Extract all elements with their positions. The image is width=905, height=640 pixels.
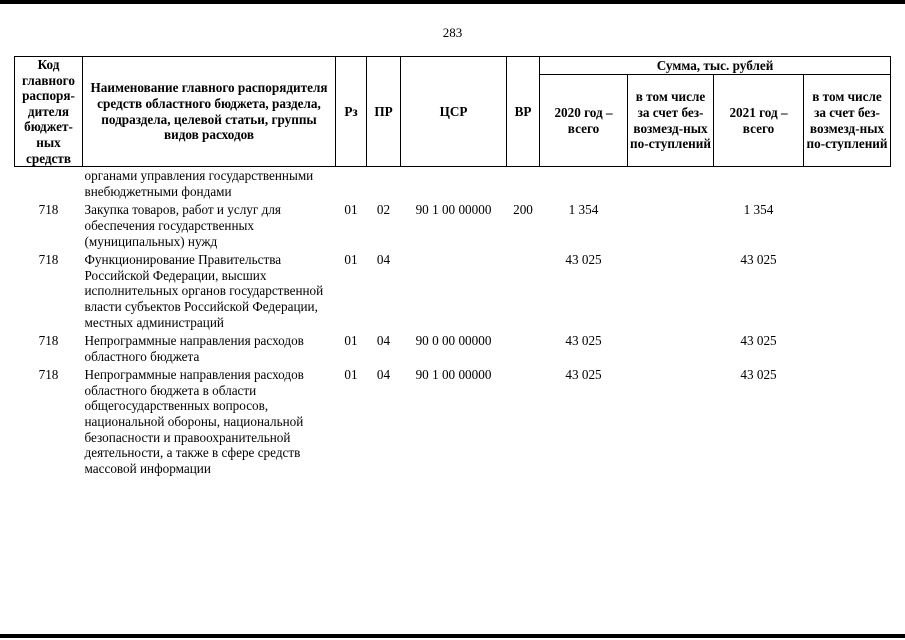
cell-rz: 01: [344, 333, 358, 349]
cell-2020-gratis: [628, 249, 714, 330]
header-2020-gratis: в том числе за счет без-возмезд-ных по-ступлений: [628, 75, 714, 167]
cell-vr: 200: [513, 202, 533, 218]
header-code: Код главного распоря-дителя бюджет-ных средств: [15, 57, 83, 167]
top-rule: [0, 0, 905, 4]
cell-2020-total: [540, 167, 628, 200]
table-row: [15, 330, 891, 364]
cell-pr: 04: [376, 252, 391, 268]
cell-csr: 90 1 00 00000: [415, 202, 492, 218]
cell-code: 718: [38, 202, 59, 218]
table-row: [15, 199, 891, 249]
cell-2021-total: 43 025: [740, 333, 777, 349]
table-row: [15, 249, 891, 330]
cell-2021-gratis: [804, 249, 891, 330]
cell-pr: 02: [376, 202, 391, 218]
cell-2020-gratis: [628, 167, 714, 200]
cell-pr: 04: [376, 333, 391, 349]
cell-csr: [401, 249, 507, 330]
cell-vr: [507, 364, 540, 476]
cell-2021-total: 43 025: [740, 367, 777, 383]
cell-2021-total: 43 025: [740, 252, 777, 268]
cell-2021-gratis: [804, 330, 891, 364]
header-pr: ПР: [367, 57, 401, 167]
table-row: [15, 364, 891, 476]
cell-2020-total: 1 354: [568, 202, 599, 218]
cell-csr: 90 1 00 00000: [415, 367, 492, 383]
cell-2021-gratis: [804, 167, 891, 200]
cell-vr: [507, 330, 540, 364]
cell-code: 718: [38, 367, 59, 383]
cell-2020-total: 43 025: [565, 367, 602, 383]
cell-2021-gratis: [804, 199, 891, 249]
cell-code: 718: [38, 333, 59, 349]
table-row: [15, 167, 891, 200]
header-2020-total: 2020 год – всего: [540, 75, 628, 167]
cell-2021-total: 1 354: [743, 202, 774, 218]
cell-rz: [336, 167, 367, 200]
header-2021-gratis: в том числе за счет без-возмезд-ных по-ступлений: [804, 75, 891, 167]
cell-csr: [401, 167, 507, 200]
cell-code: [15, 167, 83, 200]
header-vr: ВР: [507, 57, 540, 167]
cell-name: органами управления государственными внебюджетными фондами: [84, 168, 314, 199]
cell-name: Функционирование Правительства Российской Федерации, высших исполнительных органов государственной власти субъектов Российской Федерации, местных администраций: [84, 252, 324, 330]
cell-vr: [507, 249, 540, 330]
cell-2020-total: 43 025: [565, 333, 602, 349]
bottom-rule: [0, 634, 905, 638]
header-2021-total: 2021 год – всего: [714, 75, 804, 167]
cell-rz: 01: [344, 252, 358, 268]
cell-2020-gratis: [628, 330, 714, 364]
cell-pr: 04: [376, 367, 391, 383]
cell-2021-total: [714, 167, 804, 200]
header-rz: Рз: [336, 57, 367, 167]
cell-2020-gratis: [628, 364, 714, 476]
cell-name: Закупка товаров, работ и услуг для обеспечения государственных (муниципальных) нужд: [84, 202, 281, 249]
cell-csr: 90 0 00 00000: [415, 333, 492, 349]
header-sum: Сумма, тыс. рублей: [540, 57, 891, 75]
cell-vr: [507, 167, 540, 200]
header-csr: ЦСР: [401, 57, 507, 167]
cell-name: Непрограммные направления расходов областного бюджета в области общегосударственных вопросов, национальной обороны, национальной безопасности и правоохранительной деятельности, а также в сфере средств массовой информации: [84, 367, 304, 476]
cell-pr: [367, 167, 401, 200]
header-name: Наименование главного распорядителя средств областного бюджета, раздела, подраздела, целевой статьи, группы видов расходов: [83, 57, 336, 167]
cell-rz: 01: [344, 202, 358, 218]
cell-name: Непрограммные направления расходов областного бюджета: [84, 333, 304, 364]
cell-2020-gratis: [628, 199, 714, 249]
cell-2021-gratis: [804, 364, 891, 476]
page-number: 283: [442, 25, 463, 40]
budget-table: [14, 56, 891, 476]
cell-code: 718: [38, 252, 59, 268]
cell-rz: 01: [344, 367, 358, 383]
cell-2020-total: 43 025: [565, 252, 602, 268]
